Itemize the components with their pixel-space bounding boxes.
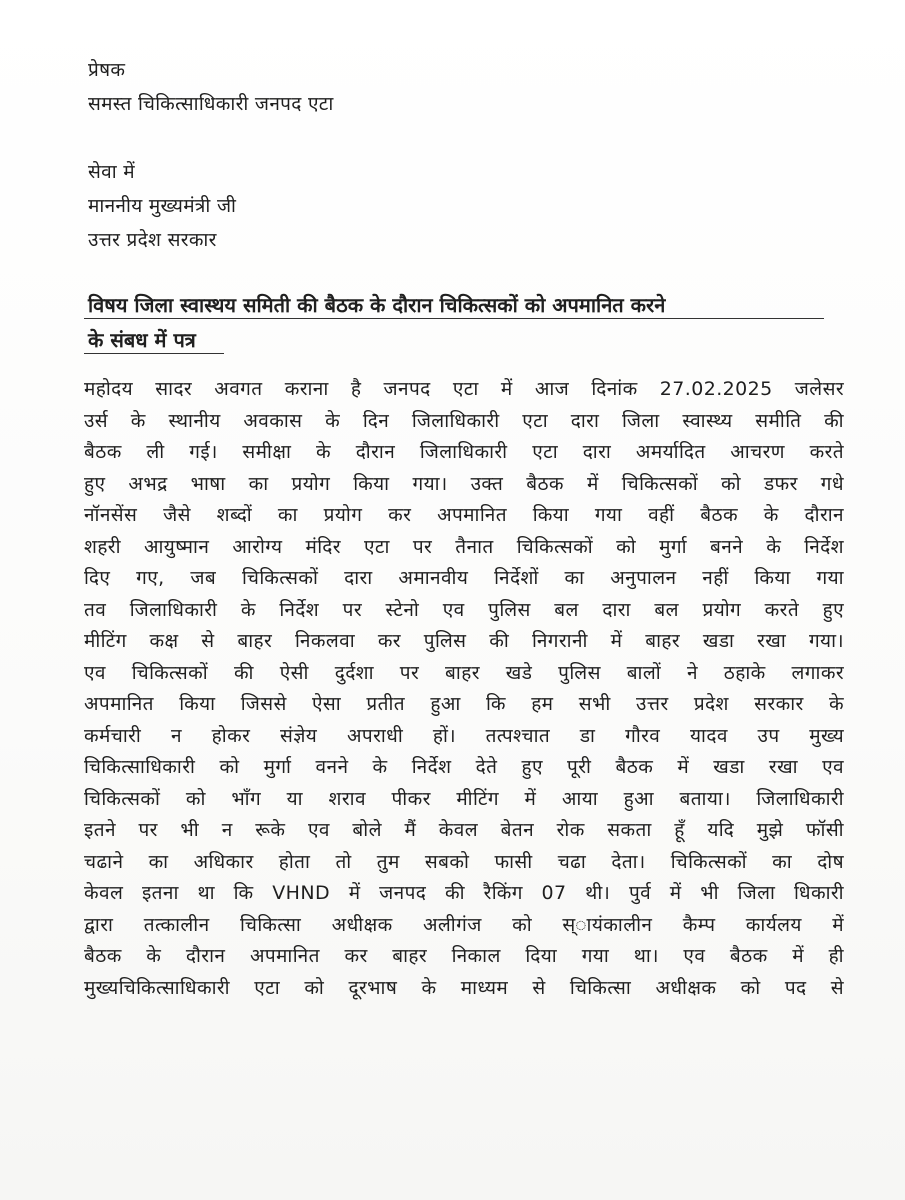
body-line: मीटिंग कक्ष से बाहर निकलवा कर पुलिस की निगरानी में बाहर खडा रखा गया। xyxy=(84,630,844,652)
body-line: द्वारा तत्कालीन चिकित्सा अधीक्षक अलीगंज को स्ायंकालीन कैम्प कार्यलय में xyxy=(84,913,844,936)
body-line: केवल इतना था कि VHND में जनपद की रैकिंग 07 थी। पुर्व में भी जिला धिकारी xyxy=(84,882,844,904)
body-line: महोदय सादर अवगत कराना है जनपद एटा में आज दिनांक 27.02.2025 जलेसर xyxy=(84,378,844,400)
body-line: नॉनसेंस जैसे शब्दों का प्रयोग कर अपमानित किया गया वहीं बैठक के दौरान xyxy=(84,504,844,526)
sender-name: समस्त चिकित्साधिकारी जनपद एटा xyxy=(88,93,334,115)
body-line: मुख्यचिकित्साधिकारी एटा को दूरभाष के माध्यम से चिकित्सा अधीक्षक को पद से xyxy=(84,976,844,999)
body-line: चिकित्सकों को भॉंग या शराव पीकर मीटिंग में आया हुआ बताया। जिलाधिकारी xyxy=(84,787,844,810)
subject-underline-1 xyxy=(84,318,824,319)
letter-body xyxy=(84,374,844,1004)
body-line: शहरी आयुष्मान आरोग्य मंदिर एटा पर तैनात चिकित्सकों को मुर्गा बनने के निर्देश xyxy=(84,535,844,558)
subject-underline-2 xyxy=(84,353,224,354)
subject-line-2: के संबध में पत्र xyxy=(88,328,196,352)
body-line: दिए गए, जब चिकित्सकों दारा अमानवीय निर्देशों का अनुपालन नहीं किया गया xyxy=(84,567,844,589)
sender-label: प्रेषक xyxy=(88,59,126,81)
body-line: चिकित्साधिकारी को मुर्गा वनने के निर्देश देते हुए पूरी बैठक में खडा रखा एव xyxy=(84,756,844,778)
body-line: इतने पर भी न रूके एव बोले मैं केवल बेतन रोक सकता हूँ यदि मुझे फॉसी xyxy=(84,819,844,841)
body-line: हुए अभद्र भाषा का प्रयोग किया गया। उक्त बैठक में चिकित्सकों को डफर गधे xyxy=(84,472,844,495)
body-line: अपमानित किया जिससे ऐसा प्रतीत हुआ कि हम सभी उत्तर प्रदेश सरकार के xyxy=(84,693,844,715)
recipient-title: माननीय मुख्यमंत्री जी xyxy=(88,195,237,217)
recipient-office: उत्तर प्रदेश सरकार xyxy=(88,229,217,251)
body-line: कर्मचारी न होकर संज्ञेय अपराधी हों। तत्पश्चात डा गौरव यादव उप मुख्य xyxy=(84,724,844,747)
body-line: चढाने का अधिकार होता तो तुम सबको फासी चढा देता। चिकित्सकों का दोष xyxy=(84,850,844,873)
body-line: बैठक ली गई। समीक्षा के दौरान जिलाधिकारी एटा दारा अमर्यादित आचरण करते xyxy=(84,441,844,463)
body-line: एव चिकित्सकों की ऐसी दुर्दशा पर बाहर खडे पुलिस बालों ने ठहाके लगाकर xyxy=(84,661,844,684)
body-line: बैठक के दौरान अपमानित कर बाहर निकाल दिया गया था। एव बैठक में ही xyxy=(84,945,844,967)
salutation-label: सेवा में xyxy=(88,161,135,183)
subject-line-1: विषय जिला स्वास्थय समिती की बैठक के दौरान चिकित्सकों को अपमानित करने xyxy=(88,293,666,317)
body-line: उर्स के स्थानीय अवकास के दिन जिलाधिकारी एटा दारा जिला स्वास्थ्य समीति की xyxy=(84,409,844,432)
body-line: तव जिलाधिकारी के निर्देश पर स्टेनो एव पुलिस बल दारा बल प्रयोग करते हुए xyxy=(84,598,844,621)
